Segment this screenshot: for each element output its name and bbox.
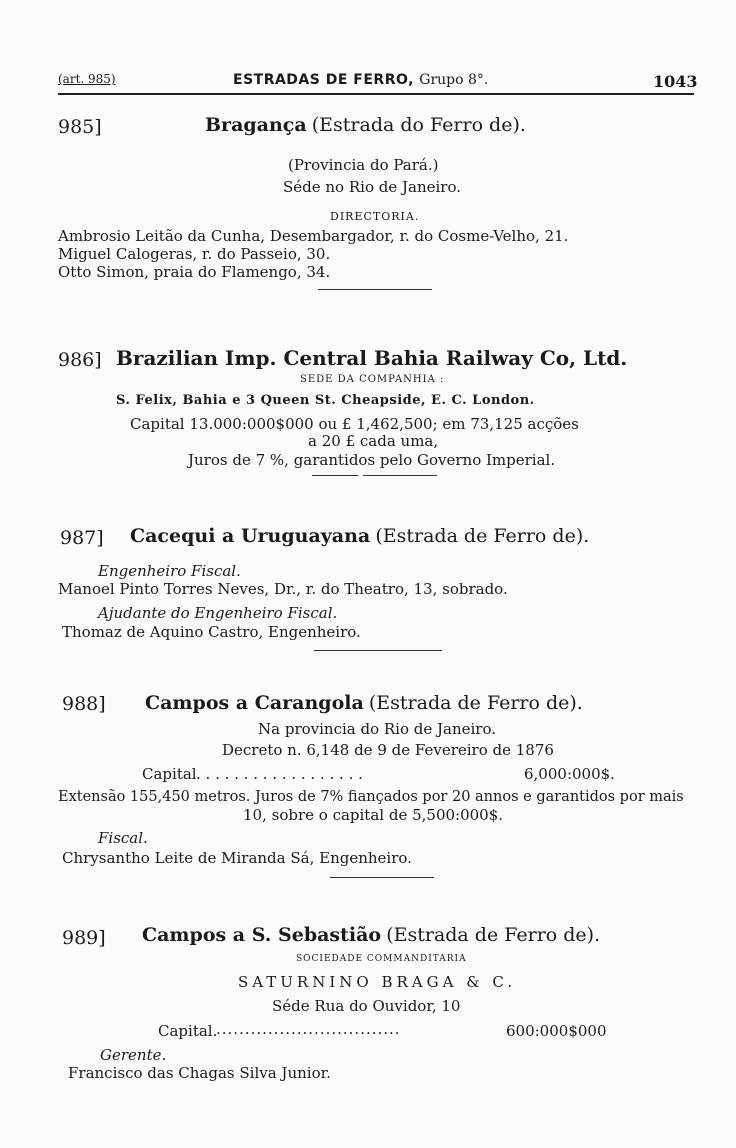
firm-name: SATURNINO BRAGA & C. xyxy=(238,973,517,991)
entry-subheading: DIRECTORIA. xyxy=(330,210,420,223)
leader-dots: ................................ xyxy=(216,1020,401,1038)
section-rule xyxy=(312,475,358,476)
section-rule xyxy=(363,475,437,476)
leader-dots: . . . . . . . . . . . . . . . . . . xyxy=(196,765,363,783)
entry-number: 989] xyxy=(62,927,106,949)
entry-title-rest: (Estrada de Ferro de). xyxy=(368,692,583,714)
person-line: Ambrosio Leitão da Cunha, Desembargador, r. do Cosme-Velho, 21. xyxy=(58,227,569,245)
entry-title-bold: Campos a Carangola xyxy=(145,692,364,714)
capital-line: a 20 £ cada uma, xyxy=(308,432,439,450)
entry-title-bold: Brazilian Imp. Central Bahia Railway Co, Ltd. xyxy=(116,346,628,370)
header-rule xyxy=(58,93,694,95)
entry-number: 986] xyxy=(58,349,102,371)
entry-subheading: SEDE DA COMPANHIA : xyxy=(300,374,445,385)
person-line: Otto Simon, praia do Flamengo, 34. xyxy=(58,263,331,281)
page-number: 1043 xyxy=(653,72,698,91)
section-rule xyxy=(318,289,432,290)
role-title: Fiscal. xyxy=(98,829,148,847)
header-group: Grupo 8°. xyxy=(419,72,489,88)
header-title xyxy=(233,72,488,88)
person-line: Miguel Calogeras, r. do Passeio, 30. xyxy=(58,245,331,263)
header-title-bold: ESTRADAS DE FERRO, xyxy=(233,72,414,88)
entry-line: Na provincia do Rio de Janeiro. xyxy=(258,720,497,738)
entry-line: (Provincia do Pará.) xyxy=(288,156,439,174)
extension-line: Extensão 155,450 metros. Juros de 7% fiançados por 20 annos e garantidos por mais xyxy=(58,789,684,805)
person-line: Thomaz de Aquino Castro, Engenheiro. xyxy=(62,623,361,641)
entry-title xyxy=(205,114,526,136)
section-rule xyxy=(314,650,442,651)
capital-line: Juros de 7 %, garantidos pelo Governo Imperial. xyxy=(188,451,556,469)
entry-line: Decreto n. 6,148 de 9 de Fevereiro de 1876 xyxy=(222,741,554,759)
capital-value: 600:000$000 xyxy=(506,1022,607,1040)
capital-label: Capital. xyxy=(158,1022,218,1040)
entry-title-rest: (Estrada de Ferro de). xyxy=(375,525,590,547)
role-title: Ajudante do Engenheiro Fiscal. xyxy=(98,604,338,622)
entry-title xyxy=(142,924,600,946)
role-title: Gerente. xyxy=(100,1046,167,1064)
capital-value: 6,000:000$. xyxy=(524,765,615,783)
entry-title xyxy=(130,525,589,547)
extension-line: 10, sobre o capital de 5,500:000$. xyxy=(243,806,504,824)
entry-title-bold: Cacequi a Uruguayana xyxy=(130,525,371,547)
entry-title-rest: (Estrada do Ferro de). xyxy=(311,114,526,136)
entry-subheading: SOCIEDADE COMMANDITARIA xyxy=(296,954,467,964)
entry-title xyxy=(145,692,583,714)
company-address: S. Felix, Bahia e 3 Queen St. Cheapside, E. C. London. xyxy=(116,393,535,408)
section-rule xyxy=(330,877,434,878)
entry-title-bold: Campos a S. Sebastião xyxy=(142,924,382,946)
entry-number: 988] xyxy=(62,693,106,715)
seat-line: Séde Rua do Ouvidor, 10 xyxy=(272,997,461,1015)
entry-number: 985] xyxy=(58,116,102,138)
header-article-ref: (art. 985) xyxy=(58,72,116,86)
entry-line: Séde no Rio de Janeiro. xyxy=(283,178,461,196)
person-line: Chrysantho Leite de Miranda Sá, Engenheiro. xyxy=(62,849,412,867)
capital-line: Capital 13.000:000$000 ou £ 1,462,500; em 73,125 acções xyxy=(130,415,579,433)
capital-label: Capital xyxy=(142,765,197,783)
entry-number: 987] xyxy=(60,527,104,549)
entry-title-bold: Bragança xyxy=(205,114,307,136)
person-line: Manoel Pinto Torres Neves, Dr., r. do Theatro, 13, sobrado. xyxy=(58,580,508,598)
entry-title-rest: (Estrada de Ferro de). xyxy=(386,924,601,946)
person-line: Francisco das Chagas Silva Junior. xyxy=(68,1064,331,1082)
role-title: Engenheiro Fiscal. xyxy=(98,562,241,580)
